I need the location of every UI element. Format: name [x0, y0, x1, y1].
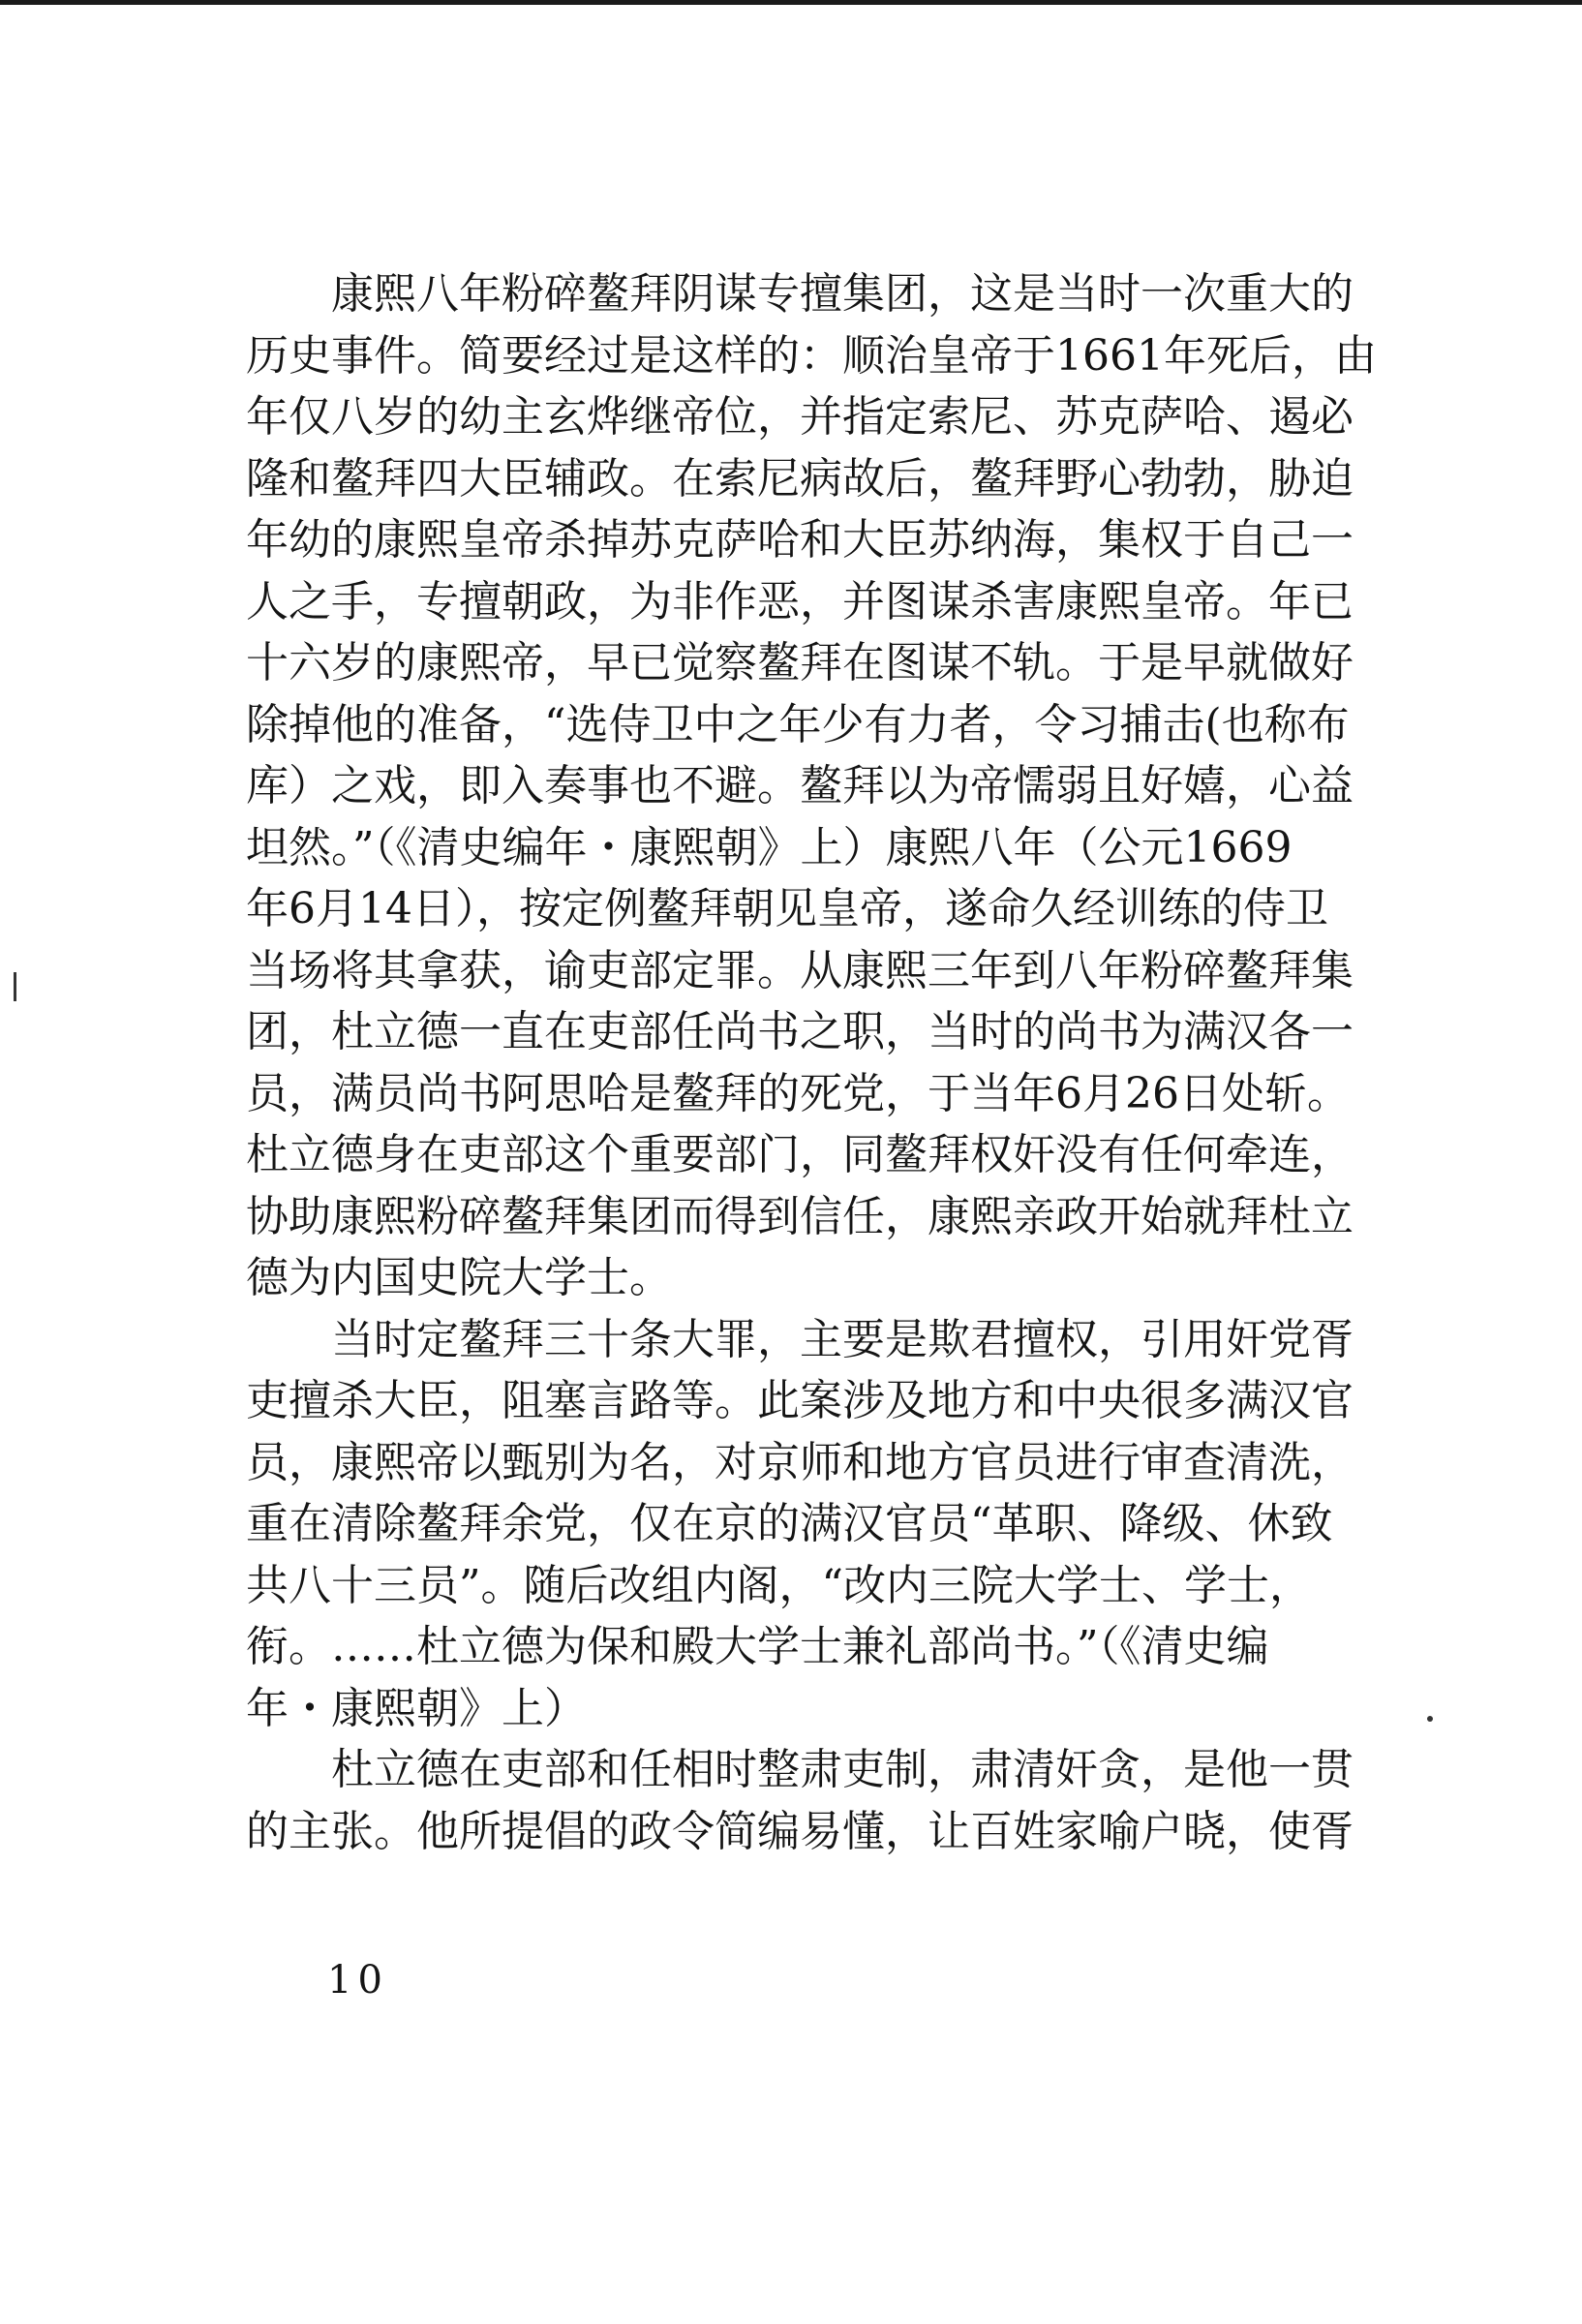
- text-line: 吏擅杀大臣，阻塞言路等。此案涉及地方和中央很多满汉官: [246, 1376, 1354, 1425]
- text-line: 人之手，专擅朝政，为非作恶，并图谋杀害康熙皇帝。年已: [246, 576, 1354, 627]
- text-line: 杜立德身在吏部这个重要部门，同鳌拜权奸没有任何牵连，: [246, 1130, 1354, 1179]
- text-line: 的主张。他所提倡的政令简编易懂，让百姓家喻户晓，使胥: [246, 1806, 1354, 1856]
- text-line: 康熙八年粉碎鳌拜阴谋专擅集团，这是当时一次重大的: [331, 269, 1354, 319]
- text-line: 协助康熙粉碎鳌拜集团而得到信任，康熙亲政开始就拜杜立: [246, 1191, 1354, 1241]
- body-text: [246, 263, 1377, 1862]
- page-number: 10: [327, 1958, 388, 2003]
- text-line: 团，杜立德一直在吏部任尚书之职，当时的尚书为满汉各一: [246, 1007, 1354, 1056]
- text-line: 历史事件。简要经过是这样的：顺治皇帝于1661年死后，由: [246, 330, 1377, 381]
- text-line: 共八十三员”。随后改组内阁，“改内三院大学士、学士，: [246, 1560, 1312, 1610]
- scan-artifact-mark: [14, 972, 16, 1001]
- text-line: 除掉他的准备，“选侍卫中之年少有力者，令习捕击(也称布: [246, 699, 1350, 749]
- text-line: 衔。……杜立德为保和殿大学士兼礼部尚书。”（《清史编: [246, 1622, 1269, 1671]
- paragraph-2: [246, 1309, 1354, 1740]
- text-line: 库）之戏，即入奏事也不避。鳌拜以为帝懦弱且好嬉，心益: [246, 761, 1354, 810]
- text-line: 年仅八岁的幼主玄烨继帝位，并指定索尼、苏克萨哈、遏必: [246, 392, 1354, 442]
- paragraph-3: [246, 1739, 1354, 1862]
- text-line: 德为内国史院大学士。: [246, 1253, 672, 1302]
- text-line: 当时定鳌拜三十条大罪，主要是欺君擅权，引用奸党胥: [331, 1314, 1354, 1364]
- top-border-line: [0, 0, 1582, 5]
- text-line: 重在清除鳌拜余党，仅在京的满汉官员“革职、降级、休致: [246, 1499, 1333, 1548]
- text-line: 年幼的康熙皇帝杀掉苏克萨哈和大臣苏纳海，集权于自己一: [246, 515, 1354, 565]
- paragraph-1: [246, 263, 1377, 1309]
- text-line: 十六岁的康熙帝，早已觉察鳌拜在图谋不轨。于是早就做好: [246, 638, 1354, 688]
- text-line: 年・康熙朝》上）: [246, 1683, 587, 1733]
- text-line: 员，满员尚书阿思哈是鳌拜的死党，于当年6月26日处斩。: [246, 1068, 1350, 1118]
- text-line: 隆和鳌拜四大臣辅政。在索尼病故后，鳌拜野心勃勃，胁迫: [246, 453, 1354, 504]
- text-line: 员，康熙帝以甄别为名，对京师和地方官员进行审查清洗，: [246, 1437, 1354, 1487]
- text-line: 坦然。”（《清史编年・康熙朝》上）康熙八年（公元1669: [246, 822, 1293, 872]
- text-line: 当场将其拿获，谕吏部定罪。从康熙三年到八年粉碎鳌拜集: [246, 945, 1354, 995]
- text-line: 年6月14日），按定例鳌拜朝见皇帝，遂命久经训练的侍卫: [246, 884, 1328, 933]
- text-line: 杜立德在吏部和任相时整肃吏制，肃清奸贪，是他一贯: [331, 1745, 1354, 1794]
- scan-artifact-dot: [1427, 1716, 1433, 1722]
